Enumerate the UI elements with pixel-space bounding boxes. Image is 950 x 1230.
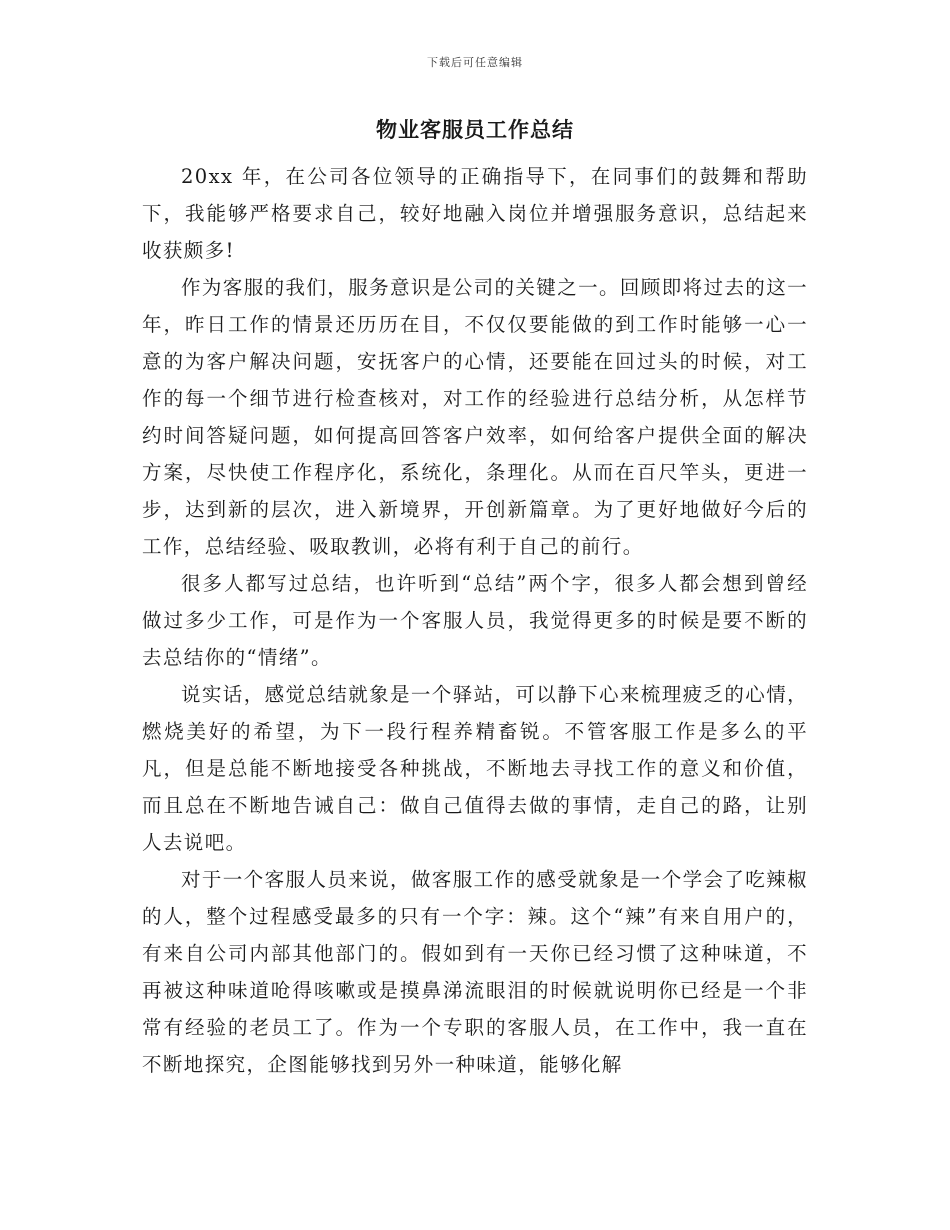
document-title: 物业客服员工作总结 — [376, 117, 574, 142]
paragraph-1: 20xx 年，在公司各位领导的正确指导下，在同事们的鼓舞和帮助下，我能够严格要求自己，较好地融入岗位并增强服务意识，总结起来收获颇多! — [142, 165, 808, 262]
paragraph-4: 说实话，感觉总结就象是一个驿站，可以静下心来梳理疲乏的心情，燃烧美好的希望，为下一段行程养精畜锐。不管客服工作是多么的平凡，但是总能不断地接受各种挑战，不断地去寻找工作的意义和价值，而且总在不断地告诫自己：做自己值得去做的事情，走自己的路，让别人去说吧。 — [142, 683, 809, 854]
paragraph-3: 很多人都写过总结，也许听到“总结”两个字，很多人都会想到曾经做过多少工作，可是作为一个客服人员，我觉得更多的时候是要不断的去总结你的“情绪”。 — [142, 572, 808, 669]
header-note: 下载后可任意编辑 — [427, 56, 523, 69]
paragraph-2: 作为客服的我们，服务意识是公司的关键之一。回顾即将过去的这一年，昨日工作的情景还历历在目，不仅仅要能做的到工作时能够一心一意的为客户解决问题，安抚客户的心情，还要能在回过头的时候，对工作的每一个细节进行检查核对，对工作的经验进行总结分析，从怎样节约时间答疑问题，如何提高回答客户效率，如何给客户提供全面的解决方案，尽快使工作程序化，系统化，条理化。从而在百尺竿头，更进一步，达到新的层次，进入新境界，开创新篇章。为了更好地做好今后的工作，总结经验、吸取教训，必将有利于自己的前行。 — [142, 276, 809, 558]
paragraph-5: 对于一个客服人员来说，做客服工作的感受就象是一个学会了吃辣椒的人，整个过程感受最多的只有一个字：辣。这个“辣”有来自用户的，有来自公司内部其他部门的。假如到有一天你已经习惯了这种味道，不再被这种味道呛得咳嗽或是摸鼻涕流眼泪的时候就说明你已经是一个非常有经验的老员工了。作为一个专职的客服人员，在工作中，我一直在不断地探究，企图能够找到另外一种味道，能够化解 — [142, 868, 809, 1076]
document-body — [142, 158, 808, 1083]
